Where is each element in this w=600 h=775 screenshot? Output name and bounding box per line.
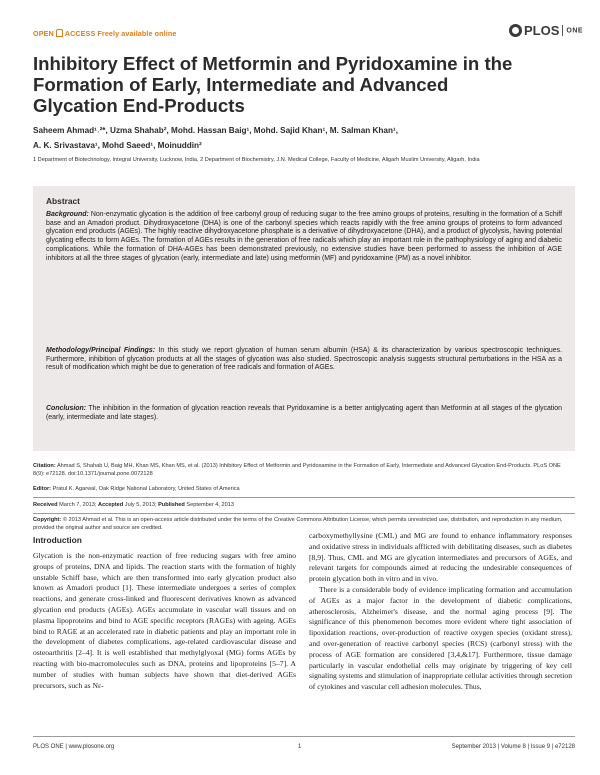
published-date: September 4, 2013 bbox=[186, 502, 234, 508]
title-line: Inhibitory Effect of Metformin and Pyridoxamine in the bbox=[33, 53, 513, 74]
open-label: OPEN bbox=[33, 29, 54, 38]
divider bbox=[33, 513, 575, 514]
body-column-2 bbox=[309, 531, 572, 693]
lock-icon bbox=[56, 29, 63, 37]
authors-line: A. K. Srivastava¹, Mohd Saeed¹, Moinuddin² bbox=[33, 140, 202, 150]
logo-divider bbox=[562, 25, 563, 36]
conclusion-text: The inhibition in the formation of glycation reaction reveals that Pyridoxamine is a better antiglycating agent than Metformin at all stages of the glycation (early, intermediate and late stages). bbox=[46, 405, 562, 421]
plos-word: PLOS bbox=[524, 23, 560, 39]
title-line: Glycation End-Products bbox=[33, 94, 245, 116]
authors-line: Saheem Ahmad¹˒²*, Uzma Shahab², Mohd. Hassan Baig¹, Mohd. Sajid Khan¹, M. Salman Khan¹, bbox=[33, 126, 398, 135]
conclusion-label: Conclusion: bbox=[46, 405, 87, 412]
introduction-heading: Introduction bbox=[33, 535, 82, 545]
paragraph: carboxymethyllysine (CML) and MG are found to enhance inflammatory responses and oxidative stress in individuals afflicted with debilitating diseases, such as diabetes [8,9]. Thus, CML and MG are glycation intermediates and precursors of AGEs, and relevant targets for compounds aimed at reducing the undesirable consequences of protein glycation both in vitro and in vivo. bbox=[309, 531, 572, 584]
paragraph: There is a considerable body of evidence implicating formation and accumulation of AGEs as a major factor in the development of diabetic complications, atherosclerosis, Alzheimer's disease, and the normal aging process [9]. The significance of this phenomenon becomes more evident where tight association of lipoxidation reactions, over-production of reactive oxygen species (oxidant stress), and over-generation of reactive carbonyl species (RCS) (carbonyl stress) with the process of AGE formation are considered [3,4,&17]. Furthermore, tissue damage particularly in vascular endothelial cells may originate by triggering of key cell signaling systems and stimulation of inappropriate cellular activities through secretion of cytokines and vascular cell adhesion molecules. Thus, bbox=[309, 584, 572, 692]
access-label: ACCESS Freely available online bbox=[64, 29, 177, 38]
abstract-conclusion bbox=[46, 405, 562, 422]
received-date: March 7, 2013; bbox=[59, 502, 97, 508]
copyright bbox=[33, 517, 573, 532]
editor-text: Pratul K. Agarwal, Oak Ridge National Laboratory, United States of America bbox=[52, 486, 240, 492]
one-word: ONE bbox=[566, 27, 584, 35]
accepted-label: Accepted bbox=[98, 502, 124, 508]
abstract-background bbox=[46, 211, 562, 263]
background-label: Background: bbox=[46, 211, 89, 218]
article-title bbox=[33, 54, 573, 116]
dates bbox=[33, 502, 573, 510]
plos-one-logo bbox=[509, 22, 583, 40]
editor bbox=[33, 486, 573, 494]
methods-text: In this study we report glycation of human serum albumin (HSA) & its characterization by various spectroscopic techniques. Furthermore, inhibition of glycation products at all the stages of glycation was also studied. Spectroscopic analysis suggests structural perturbations in the HSA as a result of modification which might be due to generation of free radicals and formation of AGEs. bbox=[46, 347, 562, 372]
footer-journal: PLOS ONE | www.plosone.org bbox=[33, 744, 115, 750]
methods-label: Methodology/Principal Findings: bbox=[46, 347, 156, 354]
author-list bbox=[33, 124, 573, 153]
copyright-label: Copyright: bbox=[33, 517, 62, 523]
abstract-heading: Abstract bbox=[46, 196, 80, 206]
background-text: Non-enzymatic glycation is the addition of free carbonyl group of reducing sugar to the free amino groups of proteins, resulting in the formation of a Schiff base and an Amadori product. Dihydroxyacetone (DHA) is one of the carbonyl species which reacts rapidly with the free amino groups of proteins to form advanced glycation end products (AGEs). The highly reactive dihydroxyacetone phosphate is a derivative of dihydroxyacetone (DHA), and a product of glycolysis, having potential glycating effects to form AGEs. The formation of AGEs results in the generation of free radicals which play an important role in the pathophysiology of aging and diabetic complications. While the formation of DHA-AGEs has been demonstrated previously, no extensive studies have been performed to assess the inhibition of AGE inhibitors at all the three stages of glycation (early, intermediate and late) using metformin (MF) and pyridoxamine (PM) as a novel inhibitor. bbox=[46, 211, 562, 262]
received-label: Received bbox=[33, 502, 58, 508]
abstract-methods bbox=[46, 347, 562, 373]
editor-label: Editor: bbox=[33, 486, 52, 492]
divider bbox=[33, 497, 575, 498]
title-line: Formation of Early, Intermediate and Advanced bbox=[33, 73, 449, 95]
citation bbox=[33, 463, 573, 478]
published-label: Published bbox=[158, 502, 185, 508]
footer-issue: September 2013 | Volume 8 | Issue 9 | e72128 bbox=[451, 744, 575, 750]
page-number: 1 bbox=[298, 744, 302, 750]
copyright-text: © 2013 Ahmad et al. This is an open-access article distributed under the terms of the Creative Commons Attribution License, which permits unrestricted use, distribution, and reproduction in any medium, provided the original author and source are credited. bbox=[33, 517, 563, 531]
footer-divider bbox=[33, 736, 575, 737]
body-column-1: Glycation is the non-enzymatic reaction of free reducing sugars with free amino groups of proteins, DNA and lipids. The reaction starts with the formation of highly unstable Schiff base, which are then transformed into early glycation product also known as Amadori product [1]. These intermediate undergoes a series of complex reactions, and generate cross-linked and fluorescent derivatives known as advanced glycation end products (AGEs). AGEs accumulate in vascular wall tissues and on plasma lipoproteins and bind to AGE specific receptors (RAGEs) with ageing. AGEs bind to RAGE at an accelerated rate in diabetic patients and play an important role in the development of diabetes complications, age-related cardiovascular disease and osteoarthritis [2–4]. It is well established that methylglyoxal (MG) forms AGEs by reacting with bio-macromolecules such as DNA, proteins and lipoproteins [5–7]. A number of studies with human subjects have shown that diet-derived AGEs precursors, such as Nε- bbox=[33, 551, 296, 690]
citation-label: Citation: bbox=[33, 463, 56, 469]
accepted-date: July 5, 2013; bbox=[124, 502, 157, 508]
citation-text: Ahmad S, Shahab U, Baig MH, Khan MS, Khan MS, et al. (2013) Inhibitory Effect of Metformin and Pyridoxamine in the Formation of Early, Intermediate and Advanced Glycation End-Products. PLoS ONE 8(9): e72128. doi:10.1371/journal.pone.0072128 bbox=[33, 463, 561, 477]
open-access-label bbox=[33, 29, 176, 38]
plos-circle-icon bbox=[509, 24, 522, 37]
affiliations: 1 Department of Biotechnology, Integral University, Lucknow, India, 2 Department of Biochemistry, J.N. Medical College, Faculty of Medicine, Aligarh Muslim University, Aligarh, India bbox=[33, 157, 480, 163]
